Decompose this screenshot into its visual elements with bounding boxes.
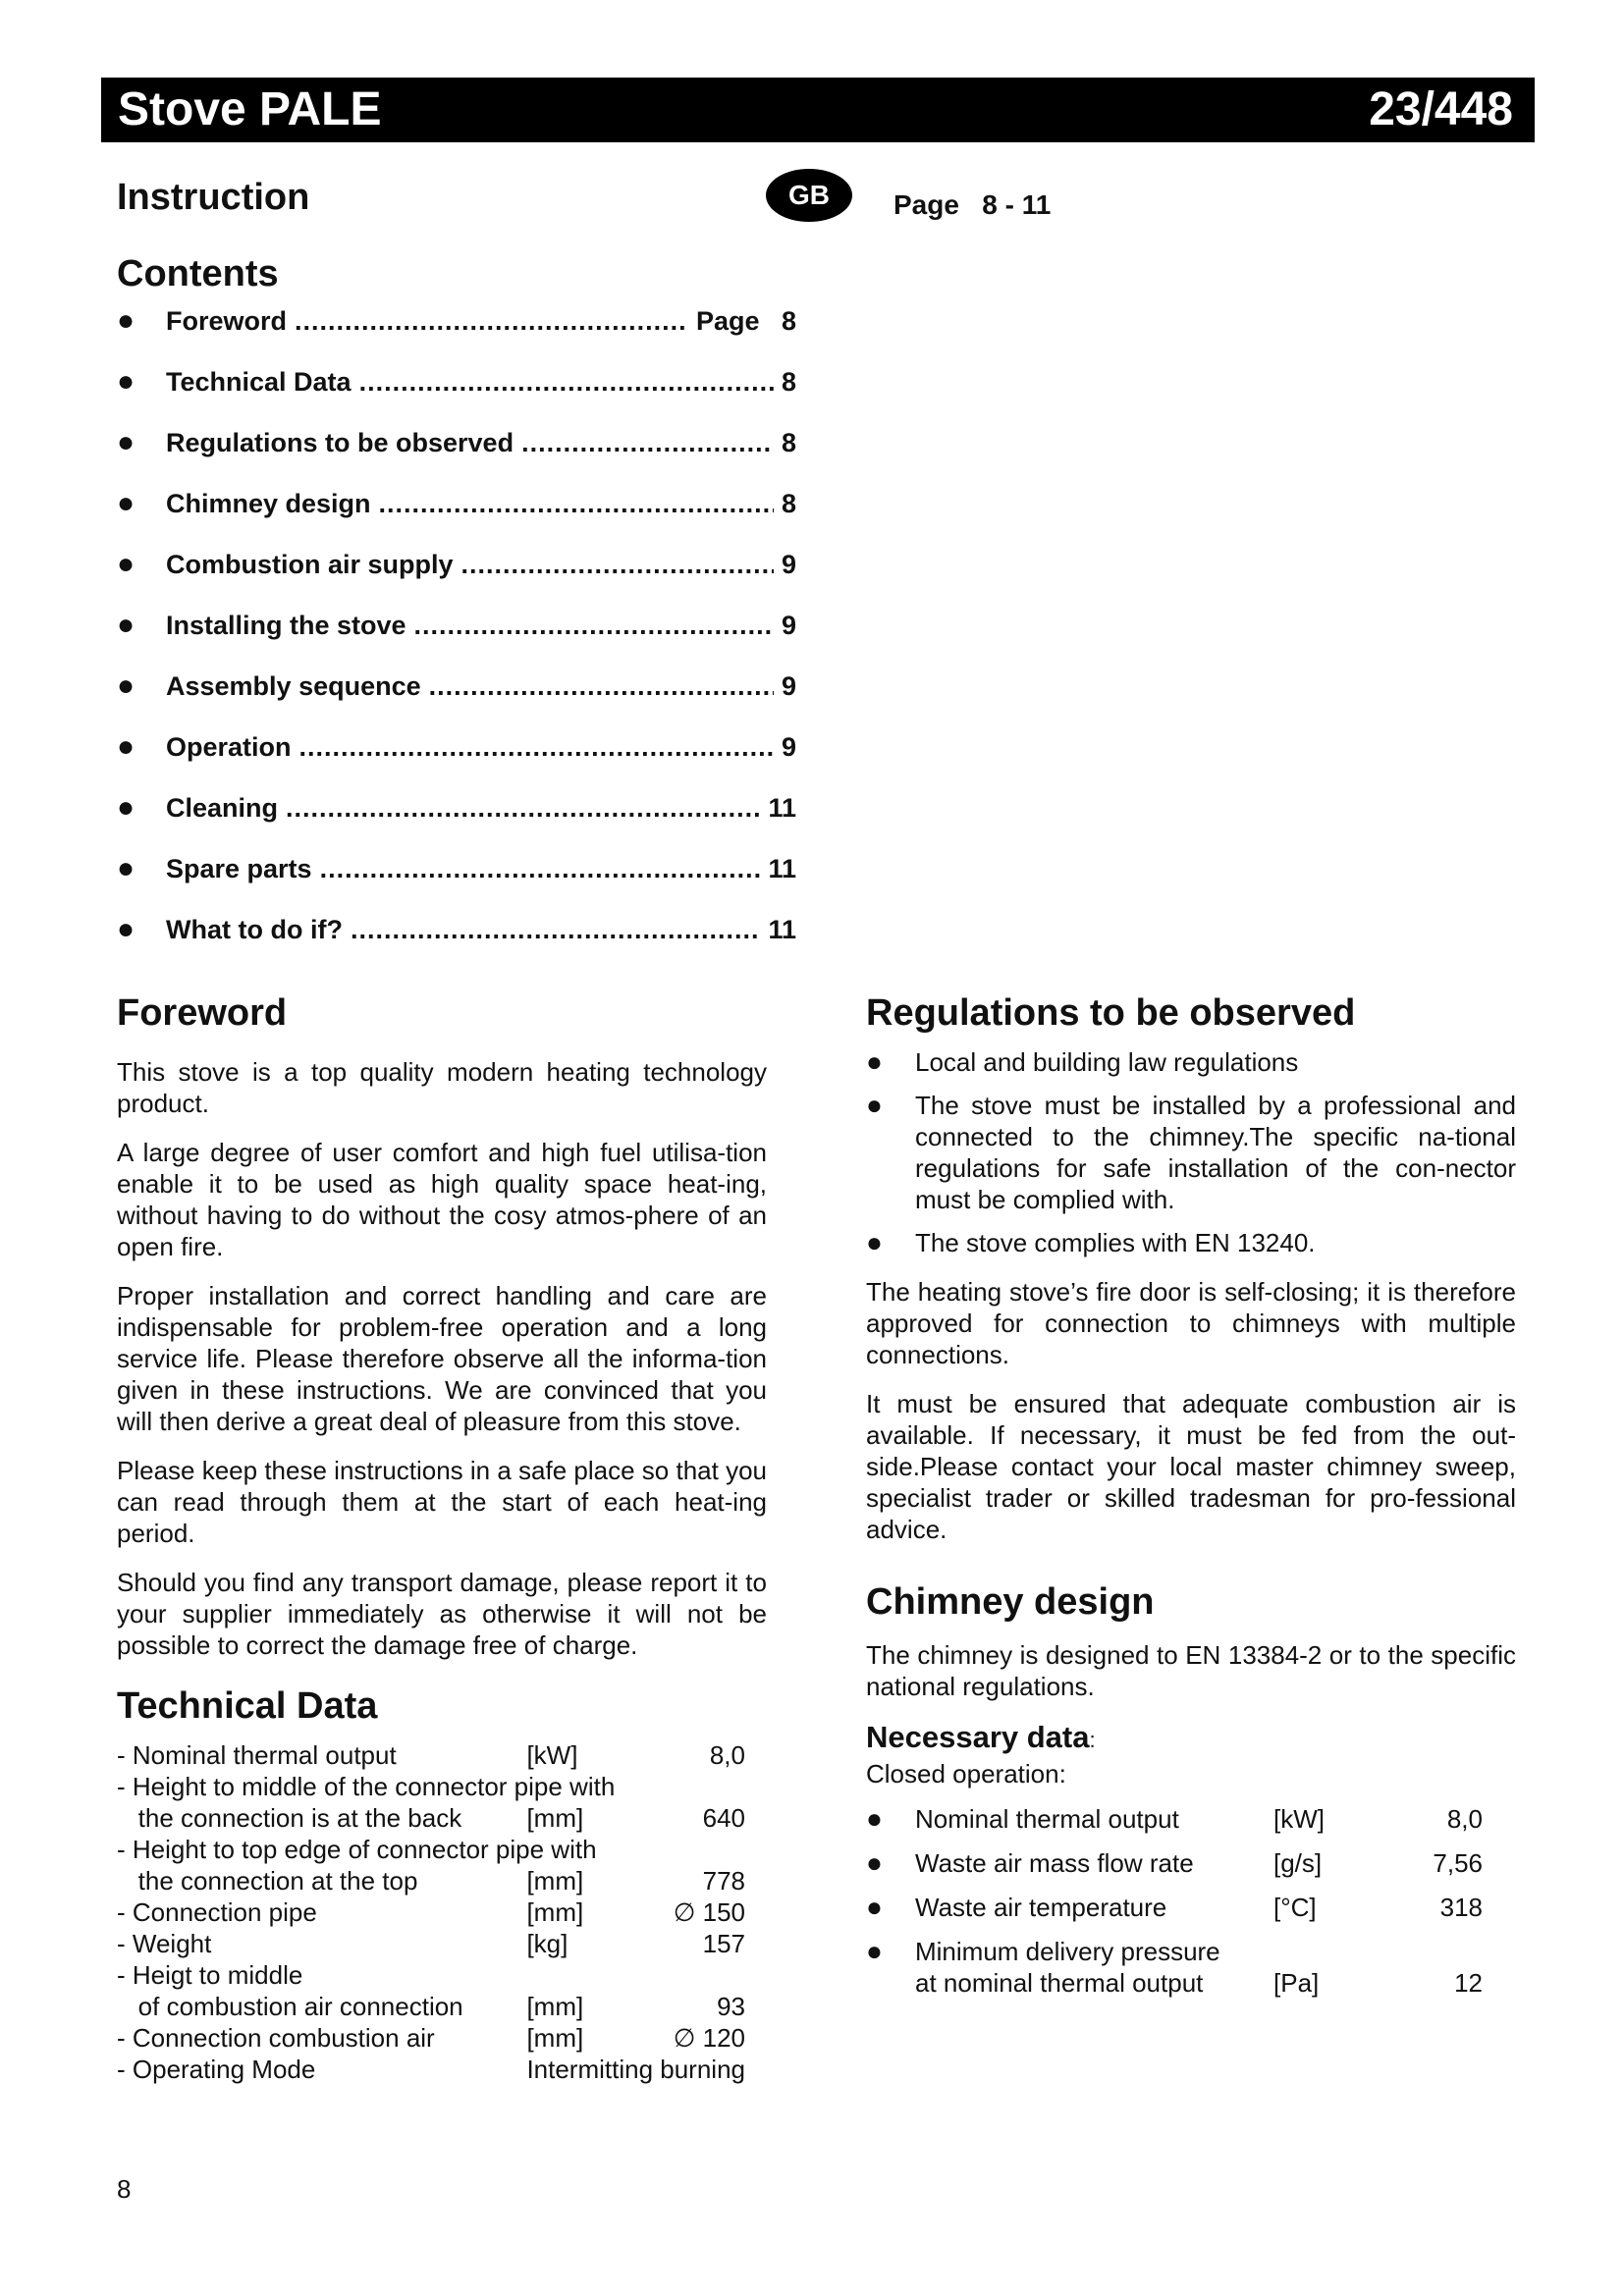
table-row: - Connection combustion air [mm] ∅ 120 xyxy=(117,2023,745,2053)
regulations-paragraph: It must be ensured that adequate combustion air is available. If necessary, it must be fed from the out-side.Please contact your local master chimney sweep, specialist trader or skilled tradesman for pro-fessional advice. xyxy=(866,1389,1516,1544)
table-row: ● Waste air mass flow rate [g/s] 7,56 xyxy=(866,1847,1483,1892)
bullet-icon: ● xyxy=(117,609,135,641)
bullet-icon: ● xyxy=(117,548,135,580)
table-row: of combustion air connection [mm] 93 xyxy=(117,1992,745,2021)
list-item: ● The stove must be installed by a professional and connected to the chimney.The specific na-tional regulations for safe installation of the con-nector must be complied with. xyxy=(866,1090,1516,1214)
bullet-icon: ● xyxy=(866,1090,883,1120)
foreword-paragraph: This stove is a top quality modern heating technology product. xyxy=(117,1057,767,1118)
bullet-icon: ● xyxy=(117,487,135,519)
foreword-paragraph: A large degree of user comfort and high fuel utilisa-tion enable it to be used as high quality space heat-ing, without having to do without the cosy atmos-phere of an open fire. xyxy=(117,1138,767,1261)
foreword-paragraph: Please keep these instructions in a safe place so that you can read through them at the start of each heat-ing period. xyxy=(117,1456,767,1548)
bullet-icon: ● xyxy=(117,791,135,824)
left-column xyxy=(117,989,767,2085)
regulations-paragraph: The heating stove’s fire door is self-closing; it is therefore approved for connection to chimneys with multiple connections. xyxy=(866,1277,1516,1369)
toc-item: ● Technical Data ..... 8 xyxy=(117,365,796,426)
header-bar xyxy=(101,78,1535,142)
document-title: Stove PALE xyxy=(118,83,382,135)
table-row: - Operating Mode Intermitting burning xyxy=(117,2055,745,2084)
chimney-design-paragraph: The chimney is designed to EN 13384-2 or to the specific national regulations. xyxy=(866,1640,1516,1701)
table-row: ● Minimum delivery pressure at nominal thermal output [Pa] 12 xyxy=(866,1936,1483,2011)
toc-item: ● Installing the stove ..... 9 xyxy=(117,609,796,669)
instruction-heading: Instruction xyxy=(117,177,310,218)
table-row: - Weight [kg] 157 xyxy=(117,1929,745,1958)
bullet-icon: ● xyxy=(866,1847,883,1878)
table-row: - Height to top edge of connector pipe with xyxy=(117,1835,597,1864)
table-of-contents xyxy=(117,304,796,974)
page-number: 8 xyxy=(117,2174,132,2204)
toc-item: ● Regulations to be observed ..... 8 xyxy=(117,426,796,487)
leader-dots xyxy=(286,791,760,825)
foreword-paragraph: Should you find any transport damage, please report it to your supplier immediately as otherwise it will not be possible to correct the damage free of charge. xyxy=(117,1568,767,1660)
table-row: ● Waste air temperature [°C] 318 xyxy=(866,1892,1483,1936)
bullet-icon: ● xyxy=(117,852,135,884)
necessary-data-heading: Necessary data: xyxy=(866,1720,1096,1754)
technical-data-heading: Technical Data xyxy=(117,1685,378,1727)
toc-item: ● Combustion air supply ..... 9 xyxy=(117,548,796,609)
leader-dots xyxy=(379,487,774,520)
bullet-icon: ● xyxy=(866,1803,883,1834)
technical-data-table xyxy=(117,1739,745,2085)
table-row: - Nominal thermal output [kW] 8,0 xyxy=(117,1740,745,1770)
leader-dots xyxy=(359,365,774,399)
regulations-heading: Regulations to be observed xyxy=(866,992,1356,1034)
page-range: Page 8 - 11 xyxy=(893,189,1052,220)
leader-dots xyxy=(414,609,774,642)
leader-dots xyxy=(521,426,774,459)
regulations-list xyxy=(866,1046,1516,1258)
toc-item: ● Spare parts ..... 11 xyxy=(117,852,796,913)
table-row: - Connection pipe [mm] ∅ 150 xyxy=(117,1897,745,1927)
bullet-icon: ● xyxy=(117,913,135,945)
table-row: - Height to middle of the connector pipe with xyxy=(117,1772,616,1801)
bullet-icon: ● xyxy=(117,669,135,702)
leader-dots xyxy=(461,548,774,581)
toc-item: ● Foreword ..... Page 8 xyxy=(117,304,796,365)
document-code: 23/448 xyxy=(1369,83,1513,135)
closed-operation-label: Closed operation: xyxy=(866,1759,1066,1789)
toc-item: ● Operation ..... 9 xyxy=(117,730,796,791)
chimney-design-heading: Chimney design xyxy=(866,1581,1155,1623)
bullet-icon: ● xyxy=(117,730,135,763)
leader-dots xyxy=(320,852,761,885)
necessary-data-table xyxy=(866,1803,1483,2011)
bullet-icon: ● xyxy=(866,1936,883,1966)
leader-dots xyxy=(429,669,774,703)
table-row: the connection at the top [mm] 778 xyxy=(117,1866,745,1896)
leader-dots xyxy=(295,304,688,338)
list-item: ● The stove complies with EN 13240. xyxy=(866,1227,1316,1257)
bullet-icon: ● xyxy=(866,1892,883,1922)
language-badge: GB xyxy=(766,169,852,222)
foreword-paragraph: Proper installation and correct handling and care are indispensable for problem-free operation and a long service life. Please therefore observe all the informa-tion given in these instructions. We are convinced that you will then derive a great deal of pleasure from this stove. xyxy=(117,1281,767,1436)
bullet-icon: ● xyxy=(117,426,135,458)
table-row: ● Nominal thermal output [kW] 8,0 xyxy=(866,1803,1483,1847)
bullet-icon: ● xyxy=(117,304,135,337)
toc-item: ● Assembly sequence ..... 9 xyxy=(117,669,796,730)
bullet-icon: ● xyxy=(866,1046,883,1077)
toc-item: ● Chimney design ..... 8 xyxy=(117,487,796,548)
table-row: - Heigt to middle xyxy=(117,1960,303,1990)
bullet-icon: ● xyxy=(117,365,135,398)
contents-heading: Contents xyxy=(117,253,279,294)
toc-item: ● Cleaning ..... 11 xyxy=(117,791,796,852)
right-column xyxy=(866,989,1516,2011)
foreword-heading: Foreword xyxy=(117,992,288,1034)
list-item: ● Local and building law regulations xyxy=(866,1046,1299,1077)
bullet-icon: ● xyxy=(866,1227,883,1257)
toc-item: ● What to do if? ..... 11 xyxy=(117,913,796,974)
leader-dots xyxy=(351,913,761,946)
leader-dots xyxy=(299,730,774,764)
table-row: the connection is at the back [mm] 640 xyxy=(117,1803,745,1833)
